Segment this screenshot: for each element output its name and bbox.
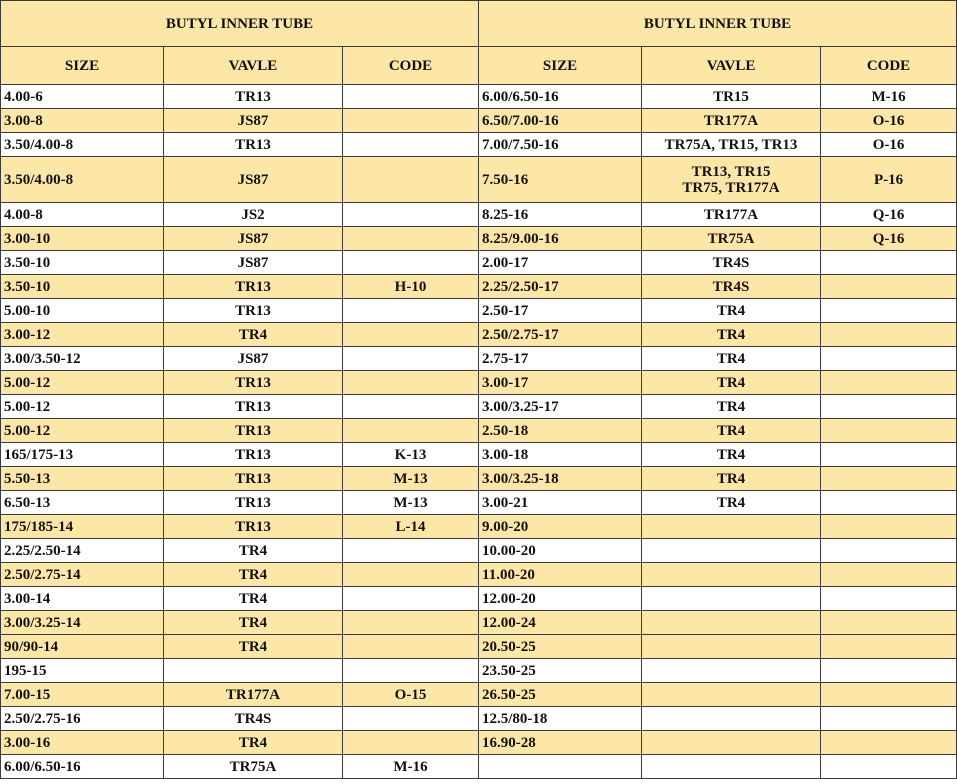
right-code-cell	[821, 755, 957, 779]
right-valve-cell: TR4	[642, 491, 821, 515]
right-valve-cell: TR4	[642, 467, 821, 491]
left-size-cell: 5.00-10	[1, 299, 164, 323]
right-code-cell: P-16	[821, 157, 957, 203]
right-valve-cell	[642, 563, 821, 587]
left-code-cell	[343, 323, 479, 347]
left-code-cell	[343, 133, 479, 157]
table-row	[1, 157, 957, 203]
right-valve-cell	[642, 587, 821, 611]
right-valve-cell: TR177A	[642, 109, 821, 133]
right-code-cell: O-16	[821, 133, 957, 157]
right-size-cell: 3.00/3.25-18	[479, 467, 642, 491]
left-valve-cell: TR4	[164, 563, 343, 587]
left-size-cell: 3.00/3.25-14	[1, 611, 164, 635]
left-code-cell	[343, 539, 479, 563]
left-size-cell: 7.00-15	[1, 683, 164, 707]
table-row	[1, 707, 957, 731]
table-row	[1, 323, 957, 347]
left-code-cell: L-14	[343, 515, 479, 539]
left-size-cell: 165/175-13	[1, 443, 164, 467]
right-valve-cell: TR75A, TR15, TR13	[642, 133, 821, 157]
table-row	[1, 443, 957, 467]
table-row	[1, 419, 957, 443]
left-code-cell: M-16	[343, 755, 479, 779]
right-code-cell	[821, 395, 957, 419]
right-size-cell: 3.00-18	[479, 443, 642, 467]
table-row	[1, 563, 957, 587]
right-size-cell: 2.50/2.75-17	[479, 323, 642, 347]
right-table-title: BUTYL INNER TUBE	[479, 1, 957, 47]
left-size-cell: 3.00-10	[1, 227, 164, 251]
left-size-cell: 3.00-14	[1, 587, 164, 611]
left-valve-cell: TR13	[164, 85, 343, 109]
left-code-cell	[343, 419, 479, 443]
table-row	[1, 133, 957, 157]
left-valve-cell: TR13	[164, 395, 343, 419]
right-code-cell: M-16	[821, 85, 957, 109]
left-code-cell	[343, 611, 479, 635]
right-size-cell: 8.25-16	[479, 203, 642, 227]
left-size-cell: 195-15	[1, 659, 164, 683]
left-valve-header: VAVLE	[164, 47, 343, 85]
right-code-cell	[821, 371, 957, 395]
left-code-cell	[343, 707, 479, 731]
right-valve-cell: TR4S	[642, 251, 821, 275]
table-row	[1, 227, 957, 251]
right-code-cell: Q-16	[821, 227, 957, 251]
right-size-cell: 20.50-25	[479, 635, 642, 659]
left-valve-cell: JS87	[164, 251, 343, 275]
right-valve-header: VAVLE	[642, 47, 821, 85]
left-size-cell: 3.00-16	[1, 731, 164, 755]
left-code-cell: O-15	[343, 683, 479, 707]
right-size-cell: 7.00/7.50-16	[479, 133, 642, 157]
left-size-cell: 2.25/2.50-14	[1, 539, 164, 563]
left-size-cell: 4.00-8	[1, 203, 164, 227]
right-valve-cell: TR15	[642, 85, 821, 109]
table-row	[1, 395, 957, 419]
right-size-cell: 23.50-25	[479, 659, 642, 683]
right-size-cell: 2.00-17	[479, 251, 642, 275]
right-size-cell: 12.00-24	[479, 611, 642, 635]
right-code-cell	[821, 275, 957, 299]
right-valve-cell	[642, 755, 821, 779]
left-code-cell	[343, 659, 479, 683]
left-size-cell: 3.50-10	[1, 251, 164, 275]
left-code-cell	[343, 371, 479, 395]
left-code-cell	[343, 203, 479, 227]
left-valve-cell: TR4	[164, 323, 343, 347]
right-code-cell	[821, 659, 957, 683]
table-row	[1, 515, 957, 539]
right-size-header: SIZE	[479, 47, 642, 85]
right-size-cell: 6.50/7.00-16	[479, 109, 642, 133]
right-valve-cell: TR177A	[642, 203, 821, 227]
table-row	[1, 659, 957, 683]
right-size-cell: 2.50-17	[479, 299, 642, 323]
left-valve-cell: TR75A	[164, 755, 343, 779]
left-code-cell	[343, 395, 479, 419]
right-valve-cell: TR4	[642, 299, 821, 323]
left-valve-cell	[164, 659, 343, 683]
left-size-cell: 3.50/4.00-8	[1, 157, 164, 203]
right-valve-cell	[642, 707, 821, 731]
left-valve-cell: JS87	[164, 109, 343, 133]
left-size-cell: 4.00-6	[1, 85, 164, 109]
right-code-cell	[821, 251, 957, 275]
left-valve-cell: TR177A	[164, 683, 343, 707]
right-size-cell: 26.50-25	[479, 683, 642, 707]
right-size-cell: 3.00-17	[479, 371, 642, 395]
left-valve-cell: TR13	[164, 515, 343, 539]
right-size-cell: 11.00-20	[479, 563, 642, 587]
valve-line: TR13, TR15	[691, 163, 771, 180]
right-valve-cell	[642, 659, 821, 683]
left-size-cell: 3.50-10	[1, 275, 164, 299]
right-code-cell	[821, 347, 957, 371]
left-size-cell: 6.00/6.50-16	[1, 755, 164, 779]
right-valve-cell	[642, 611, 821, 635]
left-valve-cell: TR4	[164, 539, 343, 563]
left-size-cell: 3.00-8	[1, 109, 164, 133]
table-row	[1, 491, 957, 515]
left-code-cell: M-13	[343, 467, 479, 491]
left-size-cell: 2.50/2.75-16	[1, 707, 164, 731]
right-size-cell: 2.25/2.50-17	[479, 275, 642, 299]
right-valve-cell: TR75A	[642, 227, 821, 251]
right-size-cell: 7.50-16	[479, 157, 642, 203]
left-code-cell	[343, 563, 479, 587]
right-size-cell: 12.00-20	[479, 587, 642, 611]
right-size-cell: 16.90-28	[479, 731, 642, 755]
table-row	[1, 109, 957, 133]
right-size-cell: 9.00-20	[479, 515, 642, 539]
table-row	[1, 347, 957, 371]
left-valve-cell: TR13	[164, 491, 343, 515]
right-size-cell: 8.25/9.00-16	[479, 227, 642, 251]
right-code-cell	[821, 299, 957, 323]
left-size-cell: 90/90-14	[1, 635, 164, 659]
table-row	[1, 539, 957, 563]
right-code-cell	[821, 587, 957, 611]
left-code-cell	[343, 85, 479, 109]
table-row	[1, 587, 957, 611]
right-valve-cell	[642, 731, 821, 755]
table-row	[1, 203, 957, 227]
left-valve-cell: JS87	[164, 157, 343, 203]
right-valve-cell: TR4	[642, 323, 821, 347]
right-valve-cell	[642, 539, 821, 563]
left-valve-cell: TR13	[164, 371, 343, 395]
left-table-title: BUTYL INNER TUBE	[1, 1, 479, 47]
right-size-cell: 6.00/6.50-16	[479, 85, 642, 109]
table-row	[1, 299, 957, 323]
right-code-header: CODE	[821, 47, 957, 85]
left-size-cell: 175/185-14	[1, 515, 164, 539]
table-row	[1, 251, 957, 275]
left-size-header: SIZE	[1, 47, 164, 85]
right-size-cell: 2.50-18	[479, 419, 642, 443]
left-code-cell	[343, 299, 479, 323]
left-valve-cell: TR4	[164, 731, 343, 755]
table-row	[1, 371, 957, 395]
right-code-cell	[821, 731, 957, 755]
left-valve-cell: TR13	[164, 467, 343, 491]
left-valve-cell: TR4	[164, 635, 343, 659]
right-size-cell: 12.5/80-18	[479, 707, 642, 731]
table-row	[1, 683, 957, 707]
left-valve-cell: TR4	[164, 611, 343, 635]
left-valve-cell: TR13	[164, 419, 343, 443]
left-code-cell	[343, 635, 479, 659]
right-size-cell: 3.00-21	[479, 491, 642, 515]
left-code-cell	[343, 347, 479, 371]
table-row	[1, 635, 957, 659]
right-code-cell	[821, 635, 957, 659]
left-code-cell	[343, 157, 479, 203]
right-code-cell	[821, 683, 957, 707]
right-code-cell	[821, 443, 957, 467]
right-size-cell: 2.75-17	[479, 347, 642, 371]
left-code-cell: K-13	[343, 443, 479, 467]
table-row	[1, 755, 957, 779]
right-valve-cell	[642, 683, 821, 707]
right-code-cell	[821, 707, 957, 731]
right-code-cell	[821, 515, 957, 539]
right-code-cell: O-16	[821, 109, 957, 133]
left-size-cell: 6.50-13	[1, 491, 164, 515]
right-size-cell: 3.00/3.25-17	[479, 395, 642, 419]
left-valve-cell: JS87	[164, 227, 343, 251]
left-valve-cell: TR4S	[164, 707, 343, 731]
left-size-cell: 3.00-12	[1, 323, 164, 347]
left-code-cell	[343, 227, 479, 251]
left-valve-cell: TR13	[164, 275, 343, 299]
right-valve-cell: TR4	[642, 347, 821, 371]
left-code-cell	[343, 251, 479, 275]
left-code-cell	[343, 109, 479, 133]
left-code-cell: M-13	[343, 491, 479, 515]
right-code-cell	[821, 323, 957, 347]
right-code-cell	[821, 491, 957, 515]
left-valve-cell: TR13	[164, 133, 343, 157]
left-valve-cell: TR13	[164, 299, 343, 323]
right-code-cell	[821, 419, 957, 443]
left-size-cell: 5.50-13	[1, 467, 164, 491]
left-code-cell	[343, 587, 479, 611]
right-valve-cell: TR4	[642, 443, 821, 467]
left-valve-cell: TR4	[164, 587, 343, 611]
right-size-cell: 10.00-20	[479, 539, 642, 563]
table-row	[1, 467, 957, 491]
right-valve-cell: TR4	[642, 395, 821, 419]
table-row	[1, 275, 957, 299]
left-size-cell: 5.00-12	[1, 395, 164, 419]
left-size-cell: 5.00-12	[1, 371, 164, 395]
left-size-cell: 3.50/4.00-8	[1, 133, 164, 157]
right-code-cell: Q-16	[821, 203, 957, 227]
valve-line: TR75, TR177A	[682, 179, 780, 196]
right-code-cell	[821, 563, 957, 587]
right-valve-cell	[642, 635, 821, 659]
right-valve-cell: TR4	[642, 371, 821, 395]
right-code-cell	[821, 539, 957, 563]
table-row	[1, 731, 957, 755]
right-code-cell	[821, 467, 957, 491]
left-code-header: CODE	[343, 47, 479, 85]
right-size-cell	[479, 755, 642, 779]
right-code-cell	[821, 611, 957, 635]
left-valve-cell: JS87	[164, 347, 343, 371]
left-size-cell: 3.00/3.50-12	[1, 347, 164, 371]
right-valve-cell: TR4	[642, 419, 821, 443]
right-valve-cell: TR4S	[642, 275, 821, 299]
table-row	[1, 611, 957, 635]
left-size-cell: 2.50/2.75-14	[1, 563, 164, 587]
left-code-cell	[343, 731, 479, 755]
left-code-cell: H-10	[343, 275, 479, 299]
left-valve-cell: JS2	[164, 203, 343, 227]
right-valve-cell	[642, 157, 821, 203]
table-row	[1, 85, 957, 109]
left-valve-cell: TR13	[164, 443, 343, 467]
left-size-cell: 5.00-12	[1, 419, 164, 443]
right-valve-cell	[642, 515, 821, 539]
